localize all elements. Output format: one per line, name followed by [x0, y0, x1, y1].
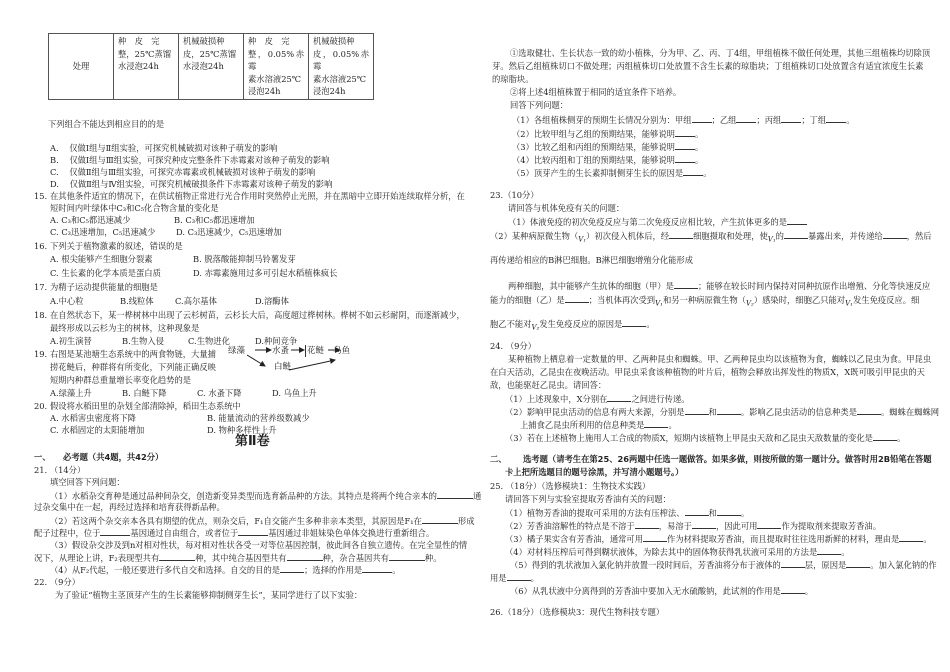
answer-blank[interactable] [622, 317, 646, 327]
q22-sub2: （2）比较甲组与乙组的预期结果，能够说明 。 [512, 129, 704, 139]
q16-number: 16. [34, 241, 48, 251]
q24-para-line1: 某种植物上栖息着一定数量的甲、乙两种昆虫和蜘蛛。甲、乙两种昆虫均以该植物为食，蜘蛛以乙昆虫为食。甲昆虫 [508, 354, 932, 364]
q20-number: 20. [34, 401, 48, 411]
q14-stem: 下列组合不能达到相应目的的是 [48, 119, 165, 129]
answer-blank[interactable] [675, 140, 695, 150]
node-water-flea: 水蚤 [272, 346, 290, 356]
answer-blank[interactable] [692, 519, 716, 529]
answer-blank[interactable] [389, 551, 425, 561]
answer-blank[interactable] [644, 418, 668, 428]
q25-sub5-line2: 用是 。 [490, 573, 539, 583]
q15-number: 15. [34, 191, 48, 201]
q17-option-c: C.高尔基体 [175, 296, 217, 306]
answer-blank[interactable] [100, 526, 130, 536]
answer-blank[interactable] [781, 558, 805, 568]
answer-blank[interactable] [685, 506, 709, 516]
q24-sub2-line1: （2）影响甲昆虫活动的信息有两大来源，分别是 和 。影响乙昆虫活动的信息种类是 。蜘蛛在蜘蛛网 [505, 407, 940, 417]
q21-intro: 填空回答下列问题： [50, 477, 125, 487]
answer-blank[interactable] [287, 551, 323, 561]
q25-sub5-line1: （5）得到的乳状液加入氯化钠并放置一段时间后，芳香油将分布于液体的 层，原因是 。加入氯化钠的作 [510, 560, 937, 570]
answer-blank[interactable] [635, 519, 659, 529]
q26-heading: 26.（18分）（选修模块3：现代生物科技专题） [490, 607, 665, 617]
q22-intro: 为了验证“植物主茎顶芽产生的生长素能够抑制侧芽生长”，某同学进行了以下实验： [55, 590, 363, 600]
answer-blank[interactable] [736, 113, 756, 123]
q22-sub4: （4）比较丙组和丁组的预期结果，能够说明 。 [512, 155, 704, 165]
answer-blank[interactable] [857, 405, 881, 415]
q23-sub2-line2: 再传递给相应的B淋巴细胞。B淋巴细胞增殖分化能形成 [490, 255, 694, 265]
q24-sub1: （1）上述现象中，X分别在 之间进行传递。 [505, 394, 690, 404]
answer-blank[interactable] [873, 431, 897, 441]
answer-blank[interactable] [717, 405, 741, 415]
table-cell-3: 种 皮 完 整，0.05%赤霉 素水溶液25℃ 浸泡24h [244, 34, 309, 100]
q14-option-a: A. 仅做Ⅰ组与Ⅱ组实验，可探究机械破损对该种子萌发的影响 [50, 143, 278, 153]
answer-blank[interactable] [781, 113, 801, 123]
q25-sub1: （1）植物芳香油的提取可采用的方法有压榨法、 和 。 [505, 508, 750, 518]
q25-sub6: （6）从乳状液中分离得到的芳香油中要加入无水硫酸钠，此试剂的作用是 。 [510, 586, 814, 596]
table-cell-1: 种 皮 完 整，25℃蒸馏 水浸泡24h [114, 34, 179, 100]
answer-blank[interactable] [565, 293, 589, 303]
table-row [49, 34, 374, 100]
answer-blank[interactable] [669, 229, 693, 239]
q22-step1-line1: ①选取健壮、生长状态一致的幼小植株，分为甲、乙、丙、丁4组，甲组植株不做任何处理，其他三组植株均切除顶 [510, 48, 931, 58]
q25-sub2: （2）芳香油溶解性的特点是不溶于 ，易溶于 ，因此可用 作为提取剂来提取芳香油。 [505, 521, 882, 531]
answer-blank[interactable] [883, 229, 907, 239]
q21-heading: 21. （14分） [34, 465, 86, 475]
q23-sub3-line1: 两种细胞，其中能够产生抗体的细胞（甲）是 ；能够在较长时间内保持对同种抗原作出增殖、分化等快速反应 [508, 281, 931, 291]
q22-heading: 22. （9分） [34, 577, 81, 587]
q15-option-b: B. C₃和C₅都迅速增加 [174, 215, 255, 225]
row-label: 处理 [49, 34, 114, 100]
answer-blank[interactable] [675, 153, 695, 163]
q15-option-d: D. C₃迅速减少，C₅迅速增加 [176, 227, 282, 237]
q22-ask: 回答下列问题： [510, 100, 569, 110]
q18-option-b: B.生物入侵 [122, 336, 164, 346]
q18-line1: 在自然状态下，某一桦树林中出现了云杉树苗，云杉长大后，高度超过桦树林。桦树不如云杉耐阴，而逐渐减少， [50, 310, 465, 320]
answer-blank[interactable] [757, 519, 781, 529]
treatment-table [48, 33, 374, 100]
q25-intro: 请回答下列与实验室提取芳香油有关的问题： [505, 494, 671, 504]
q24-para-line3: 敌，也能驱赶乙昆虫。请回答： [490, 380, 607, 390]
q19-option-d: D. 乌鱼上升 [272, 388, 317, 398]
table-cell-2: 机械破损种 皮，25℃蒸馏 水浸泡24h [179, 34, 244, 100]
q21-part3-line2: 况下，从理论上讲，F₂表现型共有 种，其中纯合基因型共有 种，杂合基因共有 种。 [34, 553, 442, 563]
q25-sub3: （3）橘子果实含有芳香油，通常可用 作为材料提取芳香油，而且提取时往往选用新鲜的材料，理由是 。 [505, 534, 932, 544]
answer-blank[interactable] [826, 113, 846, 123]
q23-sub1: （1）体液免疫的初次免疫反应与第二次免疫反应相比较，产生抗体更多的是 [508, 215, 807, 228]
section-elective-number: 二、 [490, 454, 507, 464]
answer-blank[interactable] [238, 526, 268, 536]
q18-number: 18. [34, 310, 48, 320]
q17-option-a: A.中心粒 [50, 296, 84, 306]
q15-line2: 短时间内叶绿体中C₃和C₅化合物含量的变化是 [50, 203, 219, 213]
q25-heading: 25. （18分）（选修模块1：生物技术实践） [490, 481, 651, 491]
answer-blank[interactable] [717, 506, 741, 516]
q15-line1: 在其他条件适宜的情况下，在供试植物正常进行光合作用时突然停止光照，并在黑暗中立即开始连续取样分析，在 [50, 191, 465, 201]
node-green-algae: 绿藻 [228, 346, 246, 356]
q21-part2-line1: （2）若这两个杂交亲本各具有期望的优点，则杂交后，F₁自交能产生多种非亲本类型，其原因是F₁在 形成 [50, 516, 475, 526]
answer-blank[interactable] [159, 551, 195, 561]
q22-sub3: （3）比较乙组和丙组的预期结果，能够说明 。 [512, 142, 704, 152]
section-elective-line2: 卡上把所选题目的题号涂黑，并写清小题题号。） [505, 467, 684, 477]
answer-blank[interactable] [675, 127, 695, 137]
node-bighead-carp: 花鲢 [307, 346, 325, 356]
answer-blank[interactable] [437, 489, 473, 499]
q21-part4: （4）从F₂代起，一般还要进行多代自交和选择。自交的目的是 ；选择的作用是 。 [50, 565, 401, 575]
table-cell-4: 机械破损种 皮，0.05%赤霉 素水溶液25℃ 浸泡24h [309, 34, 374, 100]
q19-number: 19. [34, 349, 48, 359]
q23-sub3-line3: 胞乙不能对$_{V_2}$发生免疫反应的原因是 。 [490, 319, 655, 332]
q21-part3-line1: （3）假设杂交涉及到n对相对性状，每对相对性状各受一对等位基因控制，彼此间各自独立遗传。在完全显性的情 [50, 540, 468, 550]
q22-sub5: （5）顶芽产生的生长素抑制侧芽生长的原因是 。 [512, 168, 712, 178]
answer-blank[interactable] [643, 532, 667, 542]
answer-blank[interactable] [817, 545, 841, 555]
q20-option-c: C. 水稻固定的太阳能增加 [50, 425, 145, 435]
q20-option-a: A. 水稻害虫密度将下降 [50, 413, 136, 423]
answer-blank[interactable] [683, 166, 703, 176]
q16-option-a: A. 根尖能够产生细胞分裂素 [50, 254, 153, 264]
q18-line2: 最终形成以云杉为主的树林，这种现象是 [50, 323, 200, 333]
answer-blank[interactable] [784, 229, 808, 239]
q20-stem: 假设将水稻田里的杂划全部清除掉，稻田生态系统中 [50, 401, 241, 411]
q22-step1-line3: 的琼脂块。 [492, 74, 534, 84]
q15-option-a: A. C₃和C₅都迅速减少 [50, 215, 131, 225]
q23-sub3-line2: 能力的细胞（乙）是 ；当机体再次受到$_{V_1}$和另一种病原微生物$(_{V_2})$感染时，细胞乙只能对$_{V_1}$发生免疫反应。细 [490, 295, 920, 308]
answer-blank[interactable] [685, 405, 709, 415]
q24-heading: 24. （9分） [490, 341, 537, 351]
node-snakehead: 乌鱼 [333, 346, 351, 356]
q19-option-b: B. 白鲢下降 [122, 388, 167, 398]
q19-line3: 短期内种群总重量增长率变化趋势的是 [50, 375, 192, 385]
q16-option-c: C. 生长素的化学本质是蛋白质 [50, 268, 161, 278]
q19-line1: 右图是某池塘生态系统中的两食物链，大量捕 [50, 349, 216, 359]
q16-stem: 下列关于植物激素的叙述，错误的是 [50, 241, 183, 251]
q15-option-c: C. C₃迅速增加，C₅迅速减少 [50, 227, 156, 237]
q17-option-d: D.溶酶体 [255, 296, 289, 306]
q14-option-c: C. 仅做Ⅱ组与Ⅲ组实验，可探究赤霉素或机械破损对该种子萌发的影响 [50, 167, 316, 177]
answer-blank[interactable] [362, 563, 392, 573]
q23-heading: 23.（10分） [490, 190, 539, 200]
part-2-title: 第Ⅱ卷 [235, 434, 270, 449]
q22-sub1: （1）各组植株侧芽的预期生长情况分别为：甲组 ；乙组 ；丙组 ；丁组 。 [512, 115, 855, 125]
node-silver-carp: 白鲢 [274, 362, 292, 372]
q16-option-d: D. 赤霉素施用过多可引起水稻植株疯长 [193, 268, 338, 278]
section-required-heading: 一、 必考题（共4题，共42分） [34, 452, 164, 462]
q19-option-c: C. 水蚤下降 [197, 388, 242, 398]
q21-part1-line1: （1）水稻杂交育种是通过品种间杂交，创造新变异类型而选育新品种的方法。其特点是将两个纯合亲本的 通 [50, 491, 482, 501]
q21-part2-line2: 配子过程中，位于 基因通过自由组合，或者位于 基因通过非姐妹染色单体交换进行重新组合。 [34, 528, 435, 538]
answer-blank[interactable] [280, 563, 304, 573]
q22-step1-line2: 芽。然后乙组植株切口不做处理；丙组植株切口处放置不含生长素的琼脂块；丁组植株切口处放置含有适宜浓度生长素 [492, 61, 924, 71]
q20-option-d: D. 物种多样性上升 [207, 425, 277, 435]
q24-para-line2: 在白天活动，乙昆虫在夜晚活动。甲昆虫采食该种植物的叶片后，植物会释放出挥发性的物质X，X既可吸引甲昆虫的天 [490, 367, 925, 377]
q18-option-d: D.种间竞争 [255, 336, 298, 346]
answer-blank[interactable] [781, 584, 805, 594]
q24-sub2-line2: 上捕食乙昆虫所利用的信息种类是 。 [520, 420, 677, 430]
q17-stem: 为精子运动提供能量的细胞是 [50, 282, 158, 292]
q22-step2: ②将上述4组植株置于相同的适宜条件下培养。 [510, 87, 682, 97]
q16-option-b: B. 脱落酸能抑制马铃薯发芽 [193, 254, 296, 264]
section-elective-line1: 选考题（请考生在第25、26两题中任选一题做答。如果多做，则按所做的第一题计分。做答时用2B铅笔在答题 [523, 454, 932, 464]
q21-part1-line2: 过杂交集中在一起，再经过选择和培育获得新品种。 [34, 502, 225, 512]
answer-blank[interactable] [787, 215, 807, 225]
answer-blank[interactable] [899, 532, 923, 542]
q20-option-b: B. 能量流动的营养级数减少 [207, 413, 310, 423]
answer-blank[interactable] [422, 514, 458, 524]
q14-option-b: B. 仅做Ⅰ组与Ⅲ组实验，可探究种皮完整条件下赤霉素对该种子萌发的影响 [50, 155, 330, 165]
answer-blank[interactable] [692, 113, 712, 123]
q25-sub4: （4）对材料压榨后可得到糊状液体，为除去其中的固体物获得乳状液可采用的方法是 。 [505, 547, 850, 557]
q23-sub2-line1: （2）某种病原微生物$(_{V_1})$初次侵入机体后，经 细胞摄取和处理，使$_{V_1}$的 暴露出来，并传递给 ，然后 [490, 231, 932, 244]
answer-blank[interactable] [846, 558, 870, 568]
q18-option-a: A.初生演替 [50, 336, 92, 346]
q17-option-b: B.线粒体 [120, 296, 154, 306]
q19-line2: 捞花鲢后，种群将有所变化，下列能正确反映 [50, 362, 216, 372]
q17-number: 17. [34, 282, 48, 292]
q18-option-c: C.生物进化 [188, 336, 230, 346]
q24-sub3: （3）若在上述植物上施用人工合成的物质X，短期内该植物上甲昆虫天敌和乙昆虫天敌数量的变化是 。 [505, 433, 906, 443]
answer-blank[interactable] [507, 571, 531, 581]
answer-blank[interactable] [674, 279, 698, 289]
q19-option-a: A.绿藻上升 [50, 388, 92, 398]
answer-blank[interactable] [607, 392, 631, 402]
q23-intro: 请回答与机体免疫有关的问题： [508, 203, 625, 213]
q14-option-d: D. 仅做Ⅱ组与Ⅳ组实验，可探究机械破损条件下赤霉素对该种子萌发的影响 [50, 179, 333, 189]
